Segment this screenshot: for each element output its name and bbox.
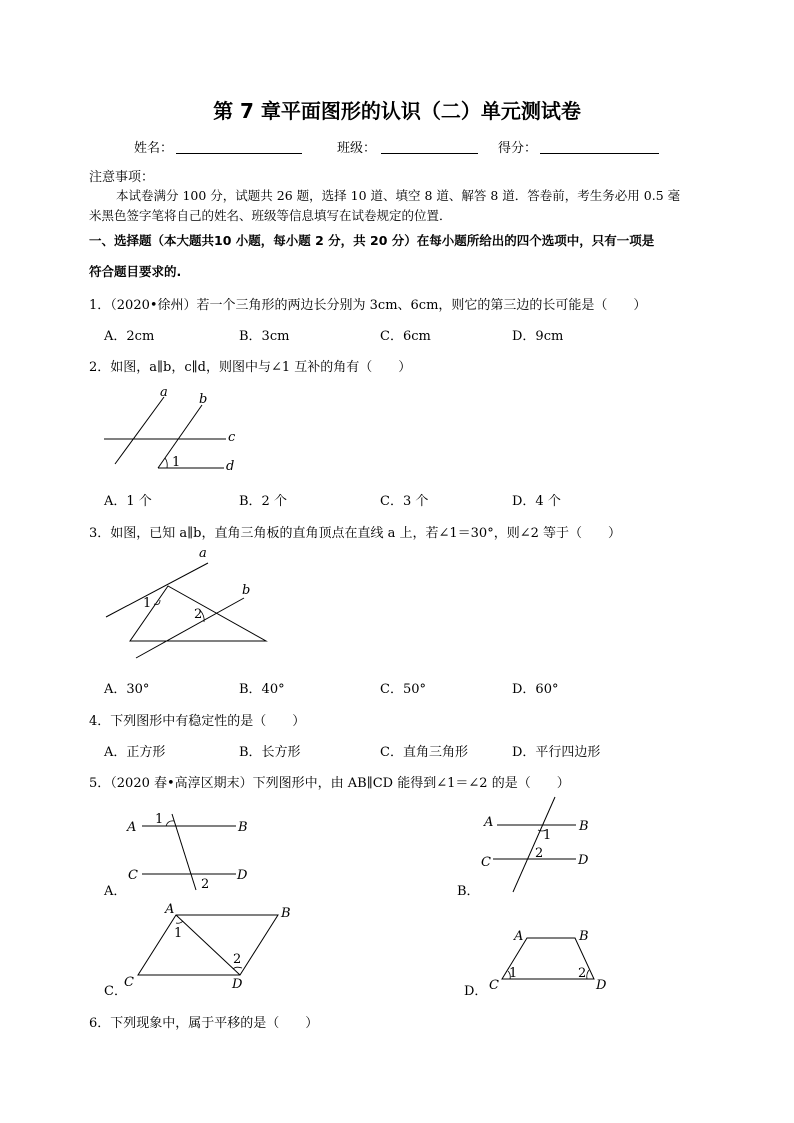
q5a-label-A: A [127, 820, 137, 835]
question-5-stem: 5．（2020 春•高淳区期末）下列图形中，由 AB∥CD 能得到∠1＝∠2 的是（ ） [89, 776, 570, 791]
q5d-label-B: B [579, 929, 589, 944]
q5b-label-D: D [578, 853, 589, 868]
q3-label-b: b [242, 583, 251, 598]
q5d-label-2: 2 [578, 966, 587, 981]
q5c-label-1: 1 [174, 926, 183, 941]
question-4-option-a[interactable]: A．正方形 [104, 745, 166, 760]
section-heading-line-2: 符合题目要求的. [89, 264, 182, 279]
page-title: 第 7 章平面图形的认识（二）单元测试卷 [213, 99, 581, 123]
question-1-option-c[interactable]: C．6cm [380, 329, 431, 344]
question-2-stem: 2．如图，a∥b，c∥d，则图中与∠1 互补的角有（ ） [89, 360, 412, 375]
notice-heading: 注意事项： [89, 170, 155, 185]
q2-label-b: b [199, 392, 208, 407]
question-2-option-c[interactable]: C．3 个 [380, 494, 429, 509]
class-label: 班级： [337, 141, 377, 156]
question-4-option-c[interactable]: C．直角三角形 [380, 745, 468, 760]
q5b-label-B: B [579, 819, 589, 834]
q5a-label-1: 1 [155, 812, 164, 827]
q5c-label-D: D [232, 977, 243, 992]
section-heading-line-1: 一、选择题（本大题共10 小题，每小题 2 分，共 20 分）在每小题所给出的四个选项中，只有一项是 [89, 233, 655, 248]
question-1-option-d[interactable]: D．9cm [512, 329, 564, 344]
notice-line-1: 本试卷满分 100 分，试题共 26 题，选择 10 道、填空 8 道、解答 8 道．答卷前，考生务必用 0.5 毫 [116, 188, 681, 203]
q5c-label-B: B [281, 906, 291, 921]
question-1-stem: 1．（2020•徐州）若一个三角形的两边长分别为 3cm、6cm，则它的第三边的长可能是（ ） [89, 298, 647, 313]
q5b-label-1: 1 [543, 828, 552, 843]
q5d-label-C: C [489, 978, 499, 993]
question-2-option-d[interactable]: D．4 个 [512, 494, 561, 509]
name-label: 姓名： [134, 141, 174, 156]
question-4-stem: 4．下列图形中有稳定性的是（ ） [89, 714, 306, 729]
question-3-option-d[interactable]: D．60° [512, 682, 559, 697]
question-4-option-b[interactable]: B．长方形 [239, 745, 301, 760]
q5a-label-2: 2 [201, 877, 210, 892]
q5a-label-D: D [237, 868, 248, 883]
notice-line-2: 米黑色签字笔将自己的姓名、班级等信息填写在试卷规定的位置． [89, 208, 452, 223]
q5c-label-C: C [124, 975, 134, 990]
question-3-option-b[interactable]: B．40° [239, 682, 285, 697]
question-5-option-c[interactable]: C． [104, 984, 127, 999]
q5c-label-A: A [165, 902, 175, 917]
question-3-option-a[interactable]: A．30° [104, 682, 150, 697]
q2-label-angle1: 1 [172, 455, 181, 470]
q5a-label-B: B [238, 820, 248, 835]
q3-label-angle1: 1 [143, 596, 152, 611]
q5b-label-C: C [481, 855, 491, 870]
q5d-label-A: A [514, 929, 524, 944]
q5d-label-D: D [596, 978, 607, 993]
q5a-label-C: C [128, 868, 138, 883]
q5b-label-A: A [484, 815, 494, 830]
q3-label-angle2: 2 [194, 607, 203, 622]
q2-label-a: a [160, 385, 168, 400]
q2-label-d: d [226, 459, 235, 474]
question-4-option-d[interactable]: D．平行四边形 [512, 745, 601, 760]
question-6-stem: 6．下列现象中，属于平移的是（ ） [89, 1016, 319, 1031]
q5b-label-2: 2 [535, 846, 544, 861]
question-3-option-c[interactable]: C．50° [380, 682, 426, 697]
q5d-label-1: 1 [509, 966, 518, 981]
q2-label-c: c [228, 430, 236, 445]
question-3-stem: 3．如图，已知 a∥b，直角三角板的直角顶点在直线 a 上，若∠1＝30°，则∠2 等于（ ） [89, 526, 621, 541]
question-2-option-a[interactable]: A．1 个 [104, 494, 152, 509]
question-2-option-b[interactable]: B．2 个 [239, 494, 287, 509]
score-label: 得分： [498, 141, 538, 156]
question-1-option-b[interactable]: B．3cm [239, 329, 290, 344]
question-5-option-d[interactable]: D． [464, 984, 488, 999]
q5c-label-2: 2 [233, 952, 242, 967]
question-5-option-a[interactable]: A． [104, 884, 127, 899]
q3-label-a: a [199, 546, 207, 561]
question-1-option-a[interactable]: A．2cm [104, 329, 155, 344]
question-5-option-b[interactable]: B． [457, 884, 480, 899]
